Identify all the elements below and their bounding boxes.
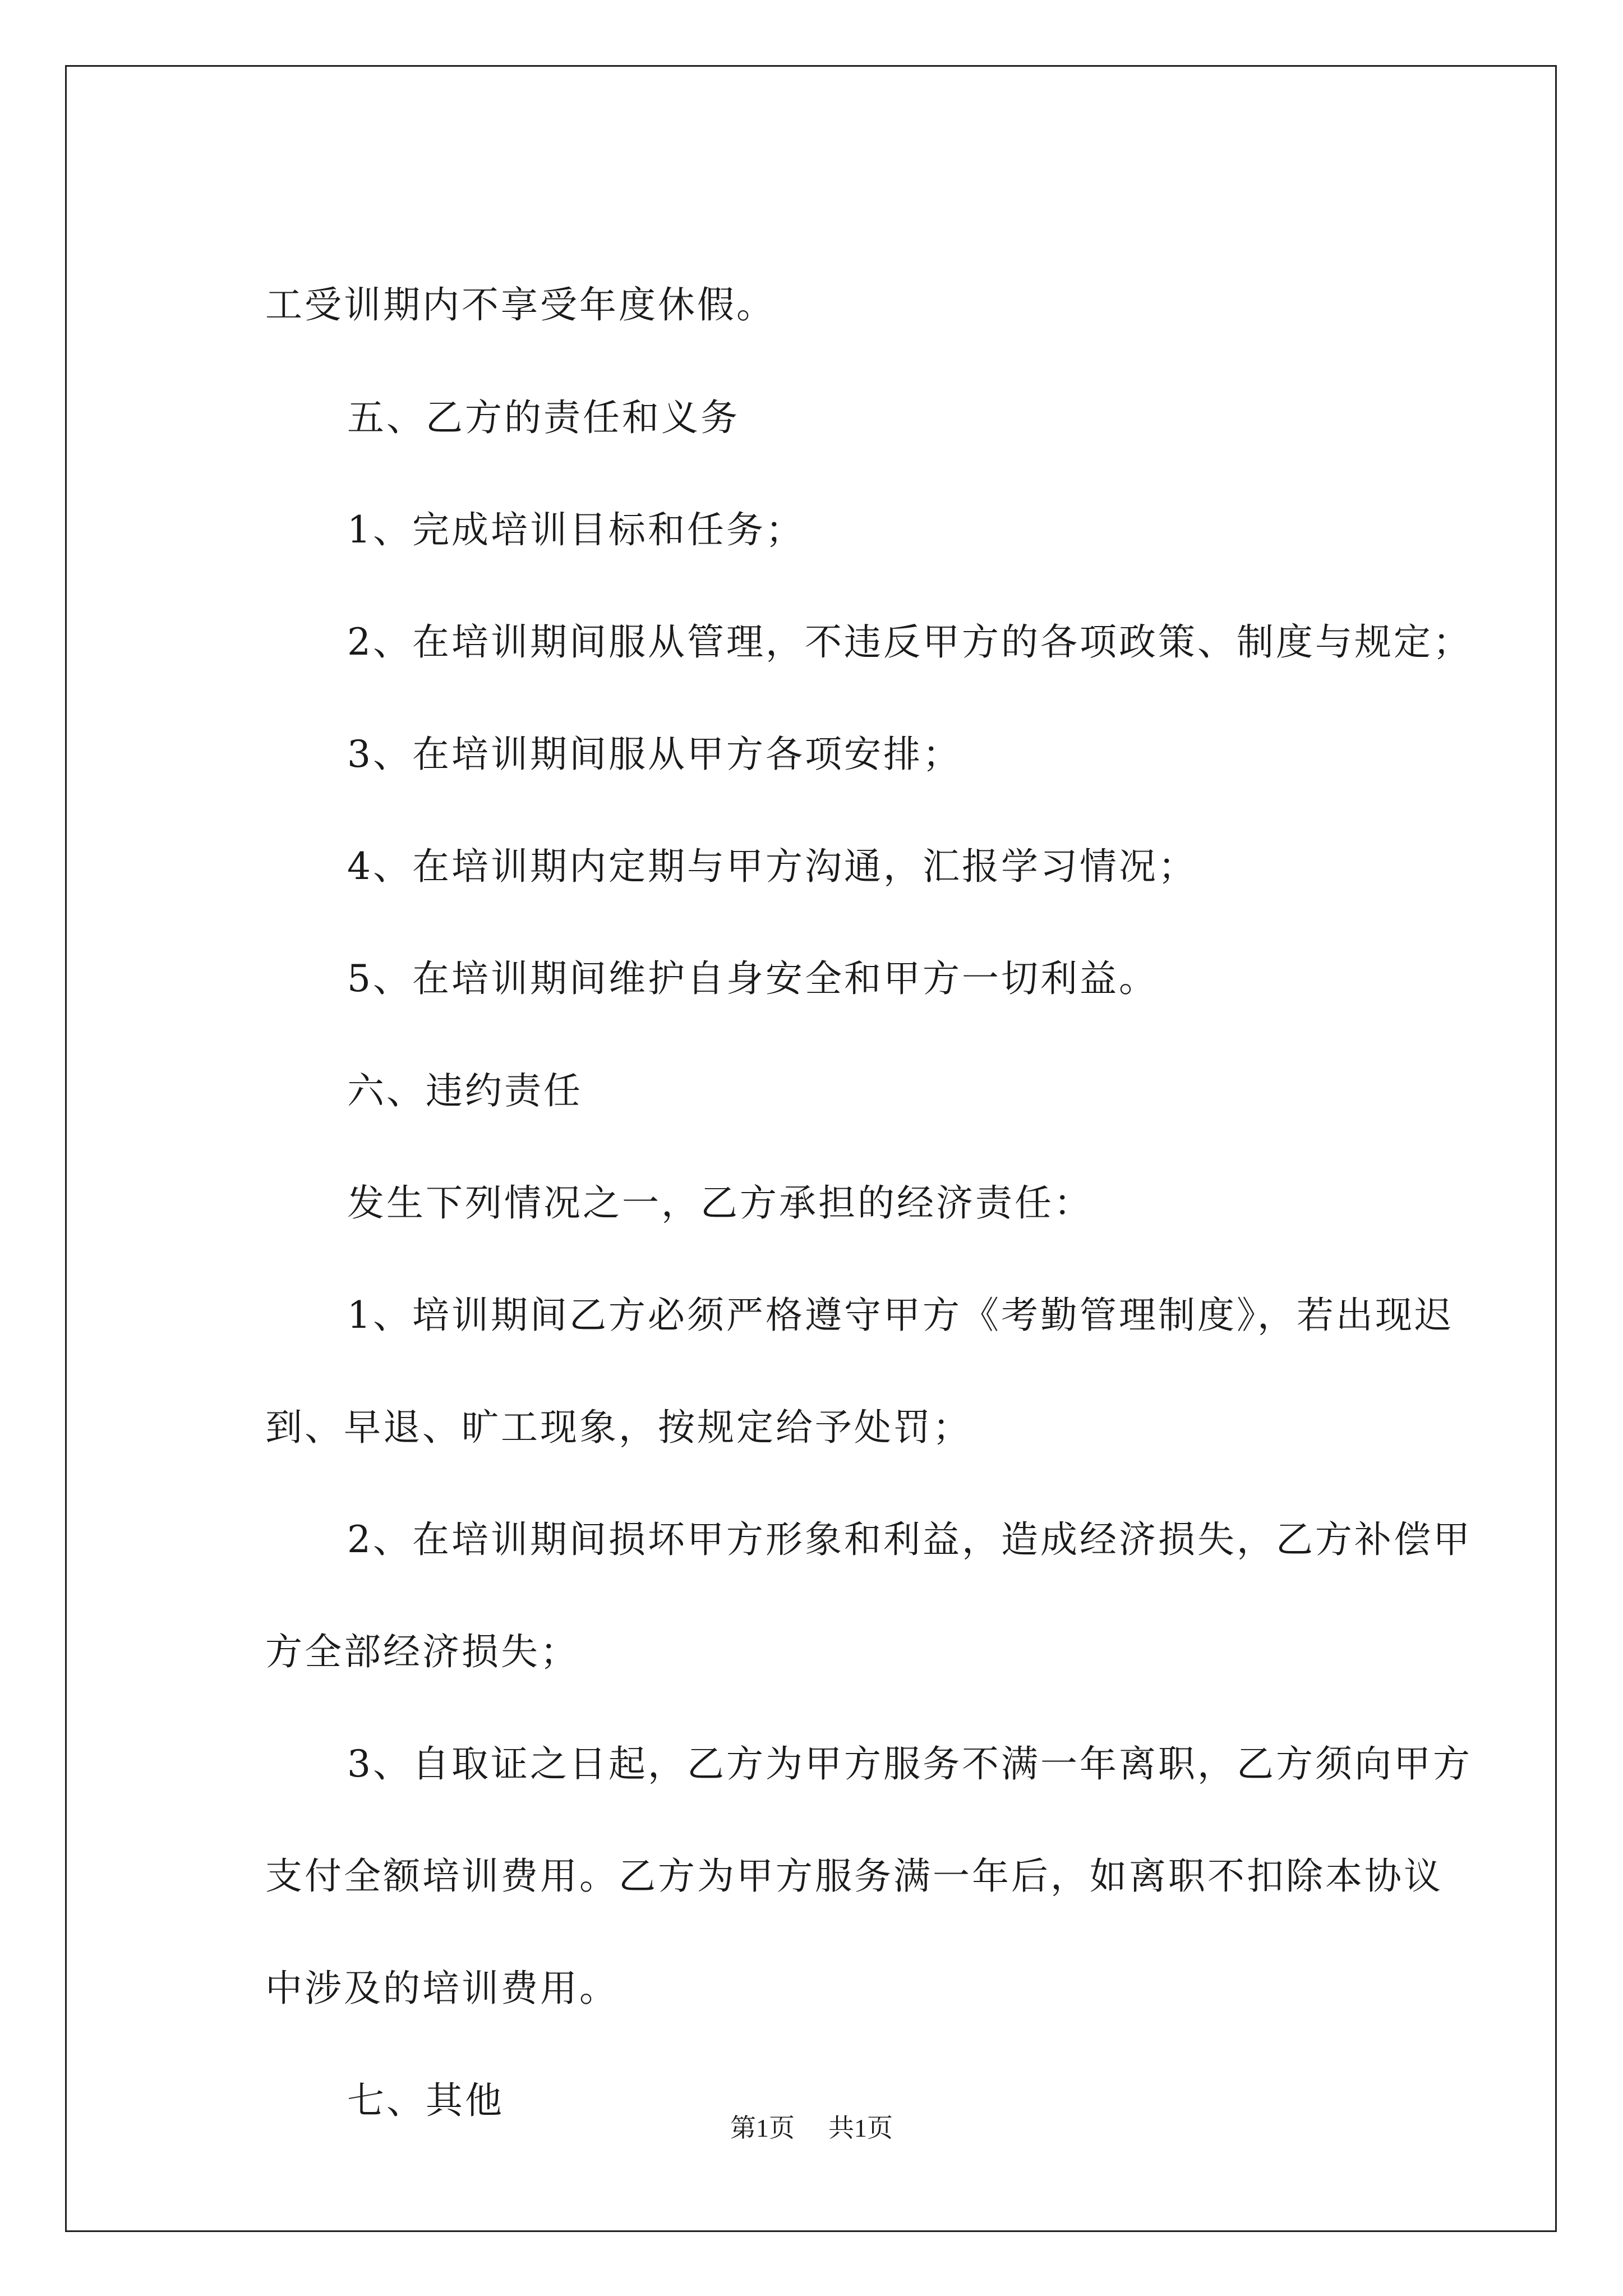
section-heading: 七、其他 [347, 2079, 504, 2122]
text-line: 方全部经济损失； [265, 1630, 579, 1673]
list-item: 1、培训期间乙方必须严格遵守甲方《考勤管理制度》，若出现迟 [347, 1294, 1454, 1337]
text-line: 中涉及的培训费用。 [265, 1967, 619, 2010]
section-heading: 五、乙方的责任和义务 [347, 396, 740, 439]
text-line: 发生下列情况之一，乙方承担的经济责任： [347, 1181, 1093, 1225]
list-item: 3、在培训期间服从甲方各项安排； [347, 733, 962, 776]
text-line: 工受训期内不享受年度休假。 [265, 283, 776, 326]
text-line: 支付全额培训费用。乙方为甲方服务满一年后，如离职不扣除本协议 [265, 1855, 1443, 1898]
list-item: 1、完成培训目标和任务； [347, 508, 805, 551]
list-item: 5、在培训期间维护自身安全和甲方一切利益。 [347, 957, 1158, 1000]
document-body [67, 67, 1555, 2230]
page-footer [0, 2111, 1623, 2145]
page-frame [65, 65, 1557, 2232]
list-item: 2、在培训期间服从管理，不违反甲方的各项政策、制度与规定； [347, 620, 1472, 664]
list-item: 4、在培训期内定期与甲方沟通，汇报学习情况； [347, 845, 1197, 888]
text-line: 到、早退、旷工现象，按规定给予处罚； [265, 1406, 972, 1449]
section-heading: 六、违约责任 [347, 1069, 583, 1112]
list-item: 3、自取证之日起，乙方为甲方服务不满一年离职，乙方须向甲方 [347, 1742, 1472, 1786]
page-number-current: 第1页 [730, 2114, 795, 2142]
page-number-total: 共1页 [828, 2114, 893, 2142]
list-item: 2、在培训期间损坏甲方形象和利益，造成经济损失，乙方补偿甲 [347, 1518, 1472, 1561]
